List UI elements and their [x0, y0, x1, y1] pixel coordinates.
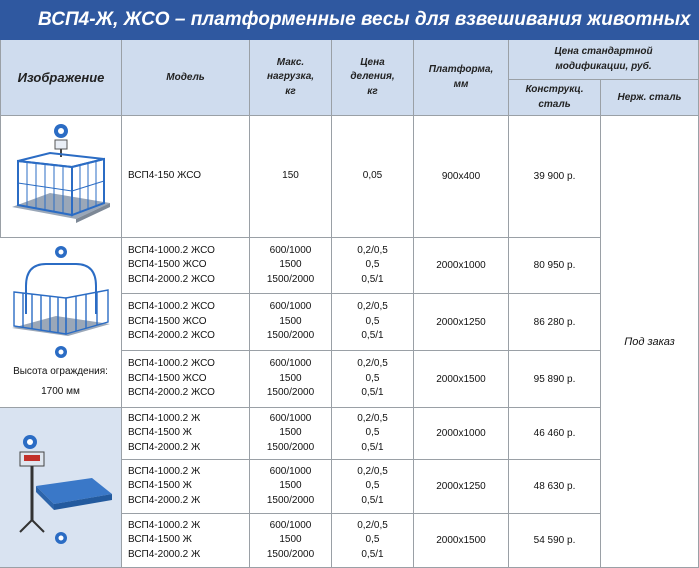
division-cell: 0,05	[332, 116, 414, 238]
header-image: Изображение	[0, 40, 122, 116]
animal-cage-scale-icon	[6, 121, 116, 233]
table-title: ВСП4-Ж, ЖСО – платформенные весы для взвешивания животных	[38, 9, 691, 30]
platform-cell: 2000х1500	[414, 514, 509, 568]
model-cell: ВСП4-1000.2 ЖСО ВСП4-1500 ЖСО ВСП4-2000.2 ЖСО	[122, 351, 250, 408]
load-cell: 600/1000 1500 1500/2000	[250, 351, 332, 408]
platform-scale-with-terminal-icon	[6, 428, 116, 548]
platform-cell: 900х400	[414, 116, 509, 238]
price-cell: 39 900 р.	[509, 116, 601, 238]
header-platform: Платформа, мм	[414, 40, 509, 116]
price-cell: 48 630 р.	[509, 460, 601, 514]
model-cell: ВСП4-1000.2 ЖСО ВСП4-1500 ЖСО ВСП4-2000.2 ЖСО	[122, 294, 250, 351]
price-cell: 46 460 р.	[509, 408, 601, 460]
load-cell: 600/1000 1500 1500/2000	[250, 408, 332, 460]
product-image-cage	[0, 116, 122, 238]
platform-cell: 2000х1250	[414, 294, 509, 351]
platform-cell: 2000х1500	[414, 351, 509, 408]
header-model: Модель	[122, 40, 250, 116]
division-cell: 0,2/0,5 0,5 0,5/1	[332, 408, 414, 460]
header-max-load: Макс. нагрузка, кг	[250, 40, 332, 116]
price-cell: 95 890 р.	[509, 351, 601, 408]
model-cell: ВСП4-1000.2 Ж ВСП4-1500 Ж ВСП4-2000.2 Ж	[122, 514, 250, 568]
header-price-stainless: Нерж. сталь	[601, 80, 699, 116]
division-cell: 0,2/0,5 0,5 0,5/1	[332, 294, 414, 351]
load-cell: 600/1000 1500 1500/2000	[250, 294, 332, 351]
division-cell: 0,2/0,5 0,5 0,5/1	[332, 351, 414, 408]
model-cell: ВСП4-1000.2 Ж ВСП4-1500 Ж ВСП4-2000.2 Ж	[122, 460, 250, 514]
product-image-fence	[0, 238, 122, 408]
table-title-bar	[0, 0, 699, 40]
price-cell: 80 950 р.	[509, 238, 601, 294]
division-cell: 0,2/0,5 0,5 0,5/1	[332, 514, 414, 568]
division-cell: 0,2/0,5 0,5 0,5/1	[332, 460, 414, 514]
model-cell: ВСП4-150 ЖСО	[122, 116, 250, 238]
stainless-price-note: Под заказ	[601, 116, 699, 568]
price-cell: 54 590 р.	[509, 514, 601, 568]
platform-cell: 2000х1000	[414, 408, 509, 460]
platform-cell: 2000х1250	[414, 460, 509, 514]
division-cell: 0,2/0,5 0,5 0,5/1	[332, 238, 414, 294]
platform-cell: 2000х1000	[414, 238, 509, 294]
model-cell: ВСП4-1000.2 Ж ВСП4-1500 Ж ВСП4-2000.2 Ж	[122, 408, 250, 460]
animal-fence-scale-icon	[6, 244, 116, 362]
header-price-steel: Конструкц. сталь	[509, 80, 601, 116]
load-cell: 150	[250, 116, 332, 238]
price-cell: 86 280 р.	[509, 294, 601, 351]
product-image-platform	[0, 408, 122, 568]
model-cell: ВСП4-1000.2 ЖСО ВСП4-1500 ЖСО ВСП4-2000.2 ЖСО	[122, 238, 250, 294]
header-price-group: Цена стандартной модификации, руб.	[509, 40, 699, 80]
load-cell: 600/1000 1500 1500/2000	[250, 514, 332, 568]
load-cell: 600/1000 1500 1500/2000	[250, 238, 332, 294]
load-cell: 600/1000 1500 1500/2000	[250, 460, 332, 514]
fence-height-note: Высота ограждения: 1700 мм	[13, 365, 108, 397]
header-division: Цена деления, кг	[332, 40, 414, 116]
